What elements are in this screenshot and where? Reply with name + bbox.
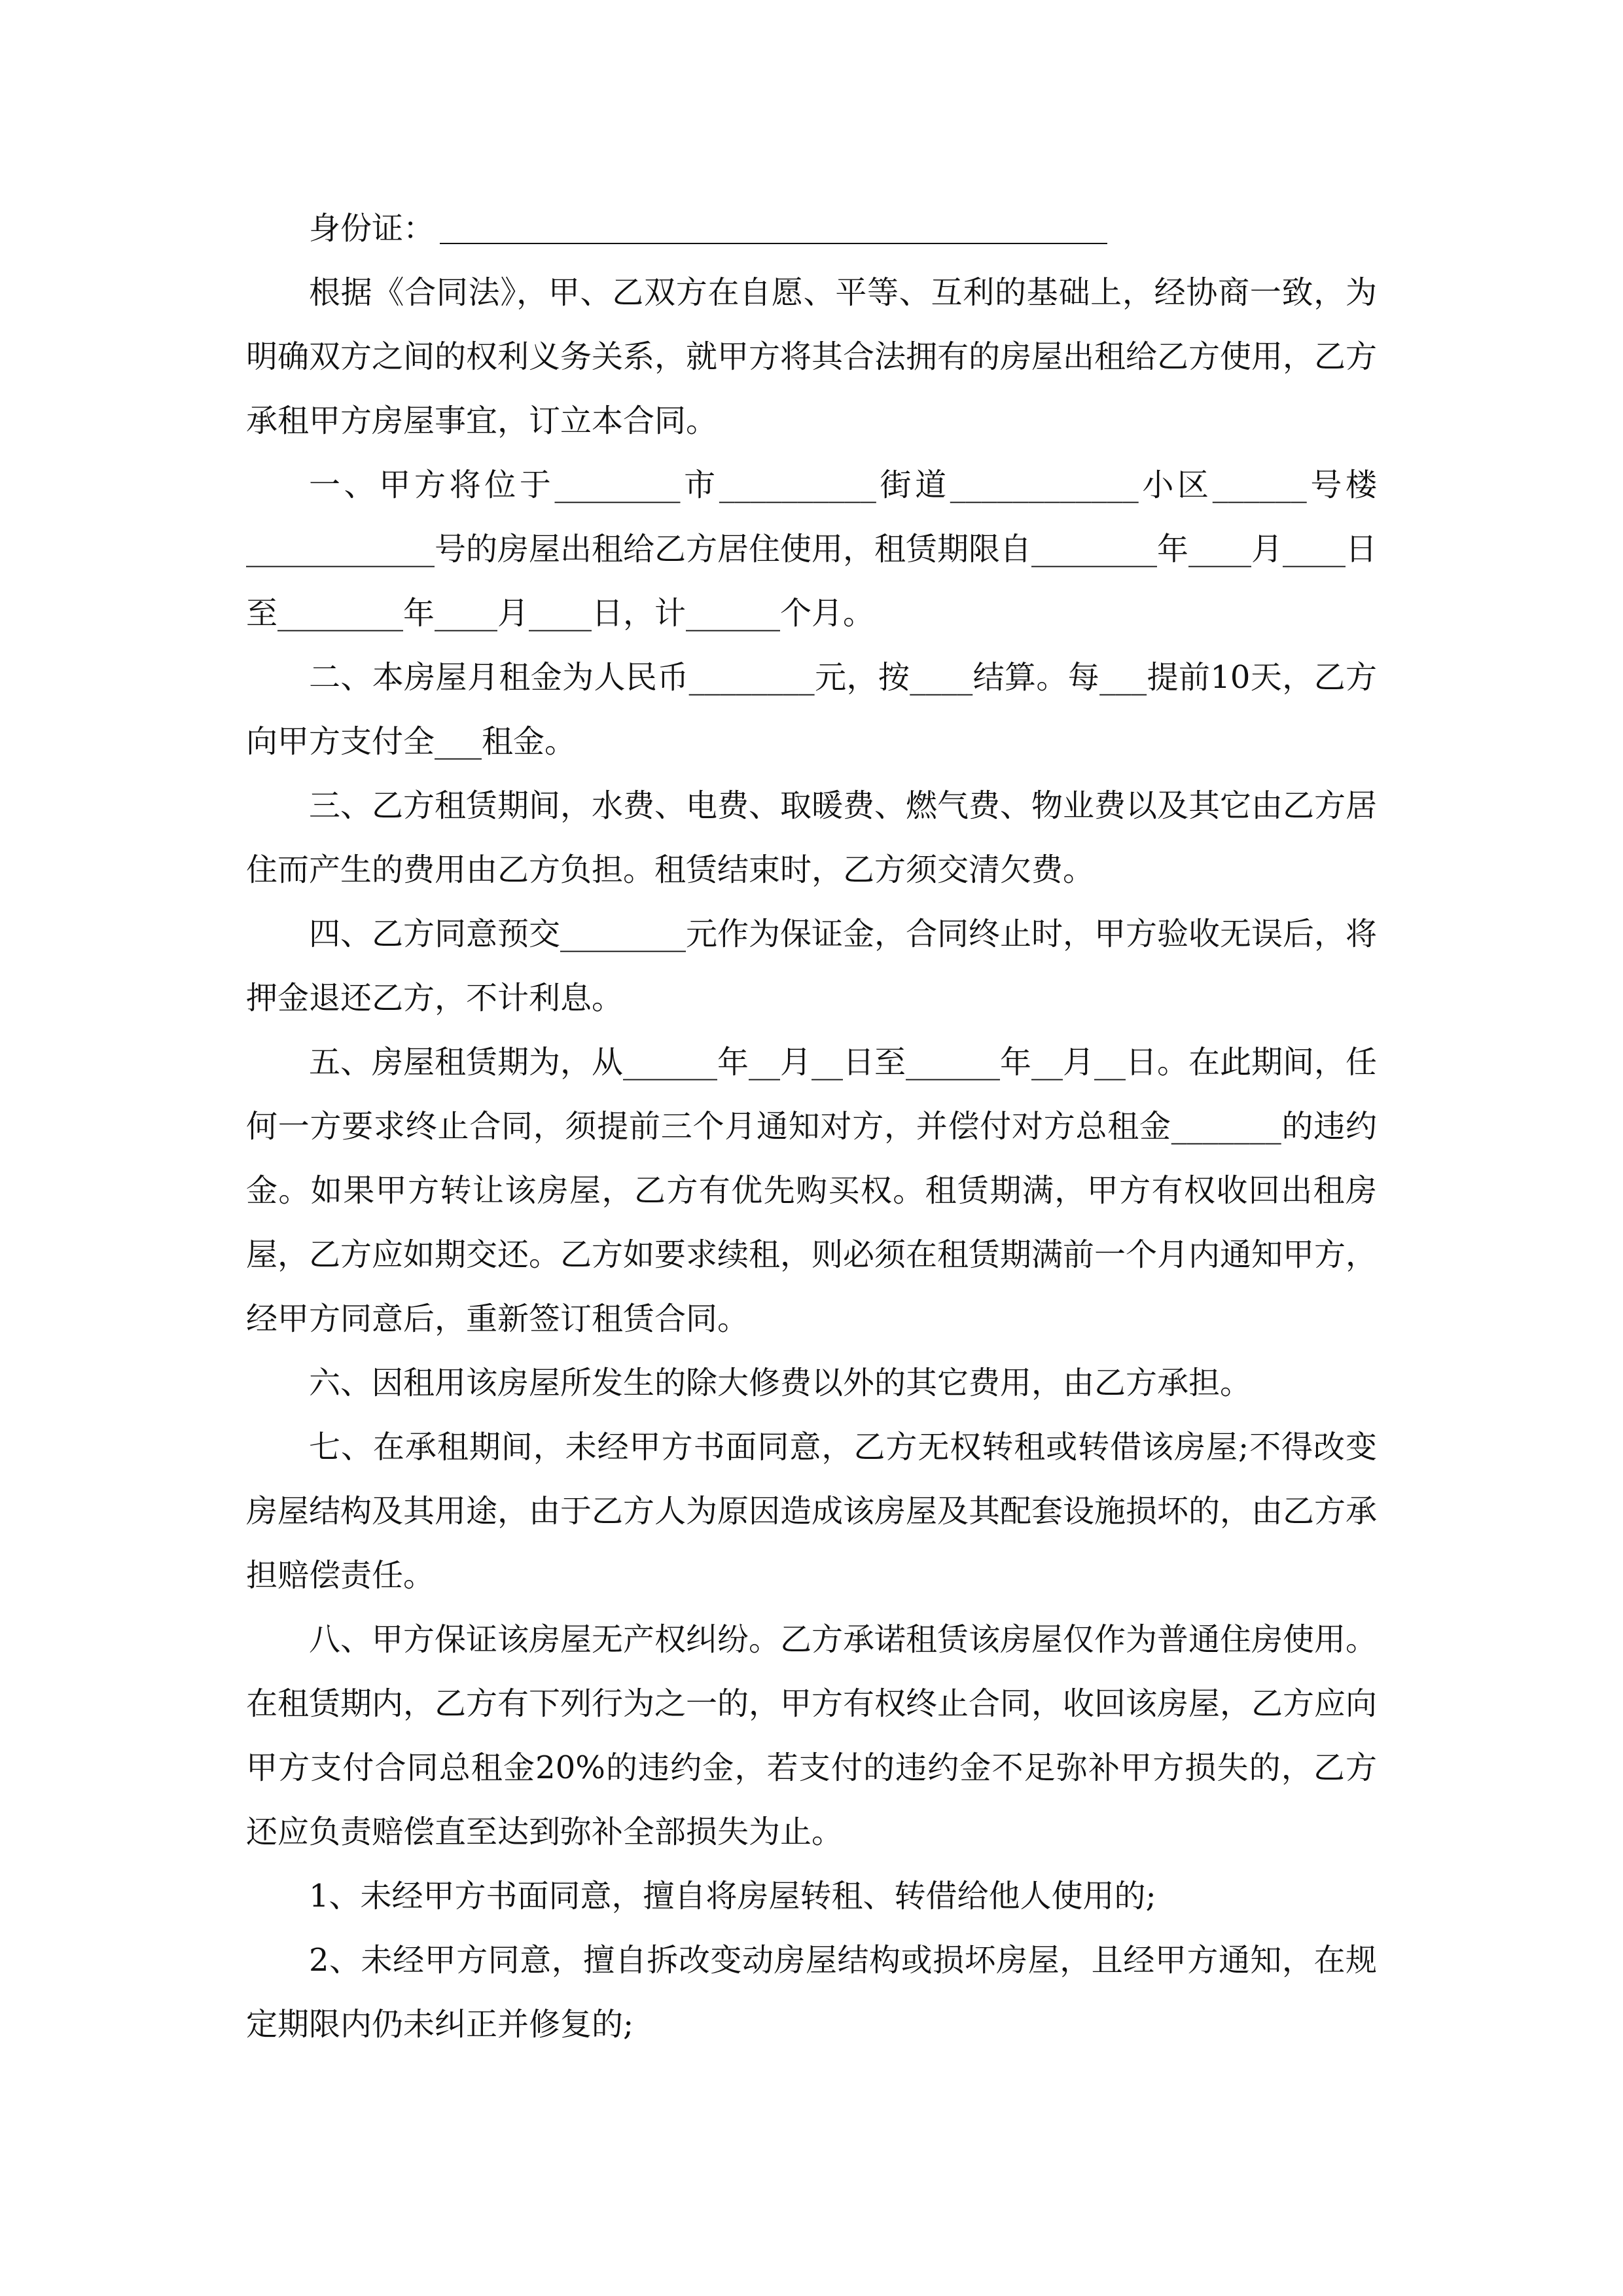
intro-paragraph: 根据《合同法》，甲、乙双方在自愿、平等、互利的基础上，经协商一致，为明确双方之间的权利义务关系，就甲方将其合法拥有的房屋出租给乙方使用，乙方承租甲方房屋事宜，订立本合同。	[246, 274, 1378, 439]
id-number-blank	[440, 204, 1107, 244]
contract-body	[246, 196, 1377, 2056]
clause-4: 四、乙方同意预交________元作为保证金，合同终止时，甲方验收无误后，将押金退还乙方，不计利息。	[246, 916, 1378, 1016]
clause-7: 七、在承租期间，未经甲方书面同意，乙方无权转租或转借该房屋;不得改变房屋结构及其用途，由于乙方人为原因造成该房屋及其配套设施损坏的，由乙方承担赔偿责任。	[246, 1429, 1378, 1594]
id-line-paragraph	[246, 196, 1377, 260]
clause-8: 八、甲方保证该房屋无产权纠纷。乙方承诺租赁该房屋仅作为普通住房使用。在租赁期内，乙方有下列行为之一的，甲方有权终止合同，收回该房屋，乙方应向甲方支付合同总租金20%的违约金，若支付的违约金不足弥补甲方损失的，乙方还应负责赔偿直至达到弥补全部损失为止。	[246, 1621, 1378, 1850]
clause-5: 五、房屋租赁期为，从______年__月__日至______年__月__日。在此期间，任何一方要求终止合同，须提前三个月通知对方，并偿付对方总租金_______的违约金。如果甲方转让该房屋，乙方有优先购买权。租赁期满，甲方有权收回出租房屋，乙方应如期交还。乙方如要求续租，则必须在租赁期满前一个月内通知甲方，经甲方同意后，重新签订租赁合同。	[246, 1044, 1378, 1337]
clause-2: 二、本房屋月租金为人民币________元，按____结算。每___提前10天，乙方向甲方支付全___租金。	[246, 659, 1377, 760]
id-label: 身份证：	[309, 210, 435, 247]
sub-item-1: 1、未经甲方书面同意，擅自将房屋转租、转借给他人使用的;	[309, 1878, 1156, 1914]
sub-item-2: 2、未经甲方同意，擅自拆改变动房屋结构或损坏房屋，且经甲方通知，在规定期限内仍未纠正并修复的;	[246, 1942, 1377, 2043]
clause-3: 三、乙方租赁期间，水费、电费、取暖费、燃气费、物业费以及其它由乙方居住而产生的费用由乙方负担。租赁结束时，乙方须交清欠费。	[246, 787, 1378, 888]
clause-1: 一、甲方将位于________市__________街道____________小区______号楼____________号的房屋出租给乙方居住使用，租赁期限自________年____月____日至________年____月____日，计______个月。	[246, 467, 1378, 632]
clause-6: 六、因租用该房屋所发生的除大修费以外的其它费用，由乙方承担。	[309, 1365, 1252, 1401]
